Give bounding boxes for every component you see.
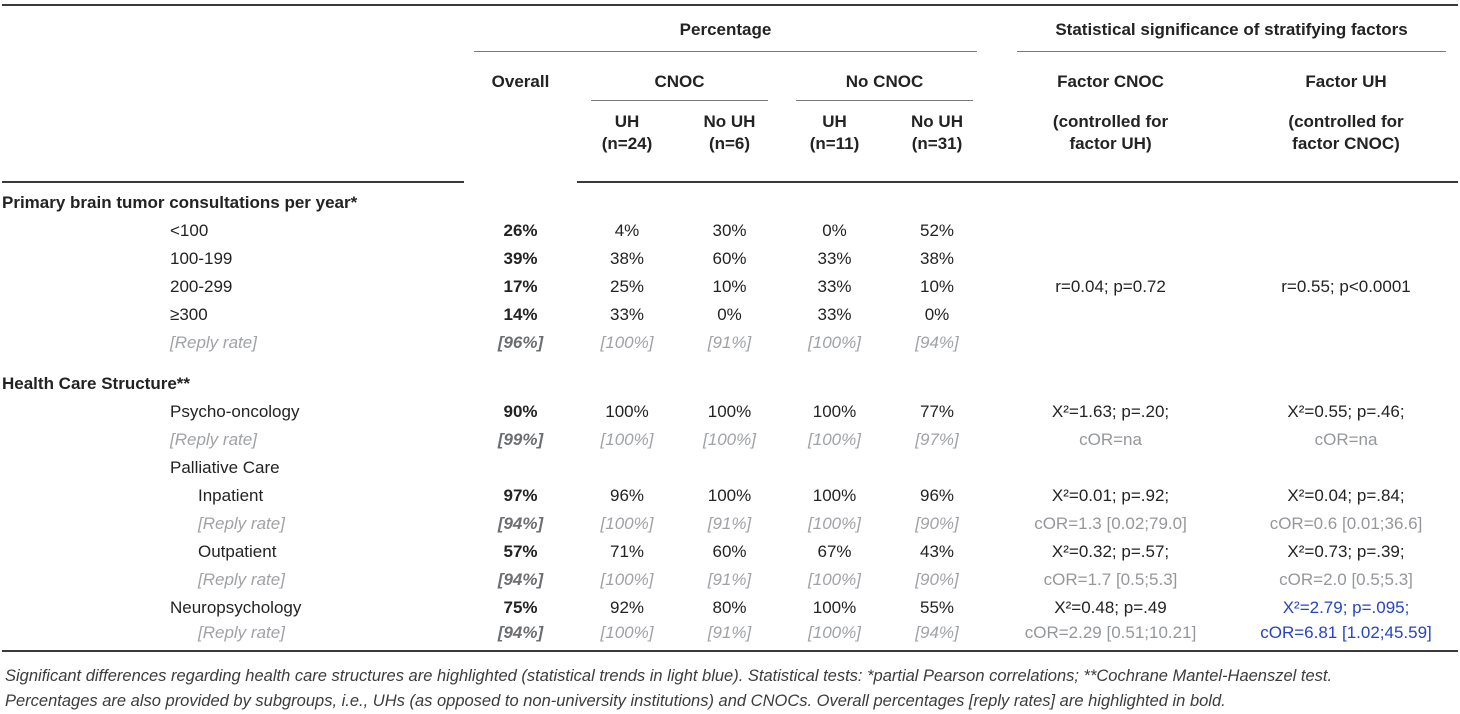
- footnote-line-2: Percentages are also provided by subgroups, i.e., UHs (as opposed to non-university institutions) and CNOCs. Overall percentages [reply rates] are highlighted in bold.: [5, 692, 1226, 710]
- row-label: [Reply rate]: [170, 332, 257, 352]
- section-row: [2, 182, 1458, 216]
- significance-group-cell: [987, 5, 1458, 52]
- factor-cnoc-note-line2: factor UH): [1069, 134, 1152, 153]
- stat-factor-uh: X²=0.73; p=.39;: [1287, 541, 1405, 561]
- value-no-cnoc-no-uh: 77%: [920, 401, 955, 421]
- value-cnoc-no-uh: 100%: [707, 485, 752, 505]
- value-cnoc-no-uh: 80%: [712, 597, 747, 617]
- significance-group-header: Statistical significance of stratifying factors: [1017, 19, 1446, 52]
- table-row: [2, 397, 1458, 425]
- value-cnoc-uh: 38%: [609, 248, 645, 268]
- stat-factor-cnoc: cOR=2.29 [0.51;10.21]: [987, 621, 1234, 651]
- value-no-cnoc-uh: [100%]: [808, 332, 861, 352]
- value-overall: 90%: [503, 401, 538, 421]
- value-no-cnoc-uh: 100%: [812, 485, 857, 505]
- value-overall: 17%: [503, 276, 538, 296]
- value-no-cnoc-uh: [100%]: [782, 621, 887, 651]
- percentage-group-cell: [464, 5, 987, 52]
- value-no-cnoc-no-uh: 0%: [924, 304, 950, 324]
- value-cnoc-no-uh: 10%: [712, 276, 747, 296]
- factor-uh-note-line2: factor CNOC): [1292, 134, 1400, 153]
- row-label: Psycho-oncology: [170, 401, 300, 421]
- value-overall: 26%: [503, 220, 538, 240]
- value-no-cnoc-no-uh: [94%]: [887, 621, 987, 651]
- section1-title: Primary brain tumor consultations per year*: [2, 193, 358, 212]
- value-cnoc-no-uh: [91%]: [707, 332, 752, 352]
- row-label: [Reply rate]: [198, 513, 285, 533]
- value-no-cnoc-uh: 33%: [817, 304, 852, 324]
- row-label: Outpatient: [198, 541, 277, 561]
- row-label: Palliative Care: [170, 457, 280, 477]
- value-overall: 75%: [503, 597, 538, 617]
- no-cnoc-group-cell: [782, 52, 987, 101]
- stat-factor-uh: cOR=0.6 [0.01;36.6]: [1269, 513, 1423, 533]
- stat-factor-uh: cOR=na: [1314, 429, 1378, 449]
- stat-factor-cnoc: X²=0.48; p=.49: [1054, 597, 1167, 617]
- factor-cnoc-note-line1: (controlled for: [1052, 112, 1169, 131]
- value-no-cnoc-uh: 67%: [817, 541, 852, 561]
- value-no-cnoc-uh: 33%: [817, 276, 852, 296]
- value-overall: 39%: [503, 248, 538, 268]
- table-row: [2, 481, 1458, 509]
- value-no-cnoc-no-uh: [90%]: [915, 569, 959, 589]
- stat-factor-uh: [1234, 453, 1458, 481]
- stat-factor-uh: cOR=6.81 [1.02;45.59]: [1234, 621, 1458, 651]
- row-label: <100: [170, 220, 209, 240]
- cnoc-group-cell: [577, 52, 782, 101]
- value-no-cnoc-no-uh: 43%: [920, 541, 955, 561]
- factor-cnoc-note: [987, 101, 1234, 182]
- value-cnoc-no-uh: 60%: [712, 541, 747, 561]
- no-cnoc-no-uh-label: No UH: [911, 112, 963, 131]
- value-no-cnoc-no-uh: [90%]: [915, 513, 959, 533]
- table-row: [2, 593, 1458, 621]
- stat-factor-cnoc: [987, 453, 1234, 481]
- factor-uh-note: [1234, 101, 1458, 182]
- row-label: Inpatient: [198, 485, 264, 505]
- stat-factor-cnoc: X²=0.01; p=.92;: [1051, 485, 1170, 505]
- factor-cnoc-column-header: Factor CNOC: [1057, 72, 1164, 91]
- value-no-cnoc-uh: 100%: [812, 401, 857, 421]
- value-overall: [96%]: [497, 332, 544, 352]
- section-row: [2, 356, 1458, 397]
- factor-uh-column-header: Factor UH: [1305, 72, 1387, 91]
- value-cnoc-no-uh: [677, 453, 782, 481]
- value-cnoc-uh: 33%: [609, 304, 645, 324]
- stat-factor-uh: r=0.55; p<0.0001: [1281, 276, 1411, 296]
- no-cnoc-no-uh-n: (n=31): [911, 134, 963, 153]
- table-row: [2, 537, 1458, 565]
- stat-factor-cnoc: X²=1.63; p=.20;: [1051, 401, 1170, 421]
- value-overall: [94%]: [497, 569, 544, 589]
- value-no-cnoc-uh: [100%]: [808, 513, 861, 533]
- stat-factor-cnoc: cOR=1.3 [0.02;79.0]: [1034, 513, 1187, 533]
- cnoc-column-header: CNOC: [591, 71, 768, 101]
- value-no-cnoc-no-uh: 96%: [920, 485, 955, 505]
- results-table: [2, 4, 1458, 652]
- row-label: Neuropsychology: [170, 597, 302, 617]
- value-no-cnoc-uh: 33%: [817, 248, 852, 268]
- no-cnoc-no-uh-column-header: [887, 101, 987, 182]
- value-no-cnoc-uh: [100%]: [808, 569, 861, 589]
- no-cnoc-column-header: No CNOC: [796, 71, 973, 101]
- value-cnoc-uh: 71%: [609, 541, 645, 561]
- value-cnoc-uh: [100%]: [600, 569, 654, 589]
- value-no-cnoc-uh: [782, 453, 887, 481]
- reply-rate-row: [2, 425, 1458, 453]
- value-cnoc-uh: 100%: [605, 401, 649, 421]
- value-cnoc-no-uh: 30%: [712, 220, 747, 240]
- value-cnoc-no-uh: [91%]: [707, 513, 752, 533]
- value-no-cnoc-no-uh: 52%: [920, 220, 955, 240]
- value-cnoc-uh: 96%: [609, 485, 645, 505]
- table-row: [2, 216, 1458, 244]
- reply-rate-row: [2, 509, 1458, 537]
- stat-factor-cnoc: cOR=1.7 [0.5;5.3]: [1043, 569, 1178, 589]
- value-no-cnoc-no-uh: [94%]: [915, 332, 959, 352]
- table-row: [2, 453, 1458, 481]
- value-overall: [94%]: [497, 513, 544, 533]
- stat-factor-cnoc: X²=0.32; p=.57;: [1051, 541, 1170, 561]
- value-cnoc-no-uh: [100%]: [703, 429, 756, 449]
- value-cnoc-uh: [100%]: [600, 332, 654, 352]
- value-cnoc-no-uh: 0%: [717, 304, 742, 324]
- no-cnoc-uh-column-header: [782, 101, 887, 182]
- no-cnoc-uh-label: UH: [822, 112, 847, 131]
- percentage-group-header: Percentage: [474, 19, 977, 52]
- value-cnoc-no-uh: 60%: [712, 248, 747, 268]
- label-column-spacer: [2, 5, 464, 182]
- row-label: ≥300: [170, 304, 208, 324]
- reply-rate-row: [2, 621, 1458, 651]
- value-overall: 97%: [503, 485, 538, 505]
- stat-factor-uh: X²=0.04; p=.84;: [1287, 485, 1405, 505]
- value-no-cnoc-no-uh: [887, 453, 987, 481]
- value-no-cnoc-no-uh: 55%: [920, 597, 955, 617]
- value-cnoc-uh: 25%: [609, 276, 645, 296]
- footnote-line-1: Significant differences regarding health care structures are highlighted (statistical trends in light blue). Statistical tests: *partial Pearson correlations; **Cochrane Mantel-Haenszel test.: [5, 667, 1333, 685]
- group-header-row: [2, 5, 1458, 52]
- value-no-cnoc-no-uh: 38%: [920, 248, 955, 268]
- cnoc-no-uh-label: No UH: [703, 112, 756, 131]
- value-cnoc-uh: [577, 453, 677, 481]
- value-overall: [94%]: [464, 621, 577, 651]
- value-no-cnoc-uh: 0%: [822, 220, 847, 240]
- row-label: [Reply rate]: [198, 569, 285, 589]
- value-no-cnoc-no-uh: [97%]: [915, 429, 959, 449]
- value-cnoc-uh: [100%]: [600, 429, 654, 449]
- stat-factor-uh: cOR=2.0 [0.5;5.3]: [1279, 569, 1413, 589]
- cnoc-uh-column-header: [577, 101, 677, 182]
- value-no-cnoc-uh: [100%]: [808, 429, 861, 449]
- value-overall: [99%]: [497, 429, 544, 449]
- value-cnoc-uh: [100%]: [577, 621, 677, 651]
- row-label: [Reply rate]: [2, 621, 464, 651]
- stat-factor-uh: X²=0.55; p=.46;: [1287, 401, 1405, 421]
- value-no-cnoc-no-uh: 10%: [920, 276, 955, 296]
- value-cnoc-uh: 92%: [609, 597, 645, 617]
- stat-factor-cnoc: cOR=na: [1079, 429, 1142, 449]
- overall-column-header: Overall: [491, 72, 550, 91]
- no-cnoc-uh-n: (n=11): [809, 134, 860, 153]
- cnoc-uh-n: (n=24): [601, 134, 653, 153]
- stat-factor-uh: X²=2.79; p=.095;: [1282, 597, 1410, 617]
- cnoc-uh-label: UH: [614, 112, 640, 131]
- value-cnoc-uh: [100%]: [600, 513, 654, 533]
- stat-factor-cnoc: r=0.04; p=0.72: [1055, 276, 1166, 296]
- value-cnoc-uh: 4%: [614, 220, 640, 240]
- cnoc-no-uh-n: (n=6): [708, 134, 751, 153]
- value-overall: 57%: [503, 541, 538, 561]
- row-label: 200-299: [170, 276, 233, 296]
- value-cnoc-no-uh: 100%: [707, 401, 752, 421]
- row-label: 100-199: [170, 248, 233, 268]
- value-overall: 14%: [503, 304, 538, 324]
- reply-rate-row: [2, 565, 1458, 593]
- row-label: [Reply rate]: [170, 429, 257, 449]
- value-cnoc-no-uh: [91%]: [707, 569, 752, 589]
- section2-title: Health Care Structure**: [2, 374, 191, 393]
- value-no-cnoc-uh: 100%: [812, 597, 857, 617]
- factor-uh-note-line1: (controlled for: [1288, 112, 1404, 131]
- value-overall: [464, 453, 577, 481]
- value-cnoc-no-uh: [91%]: [677, 621, 782, 651]
- cnoc-no-uh-column-header: [677, 101, 782, 182]
